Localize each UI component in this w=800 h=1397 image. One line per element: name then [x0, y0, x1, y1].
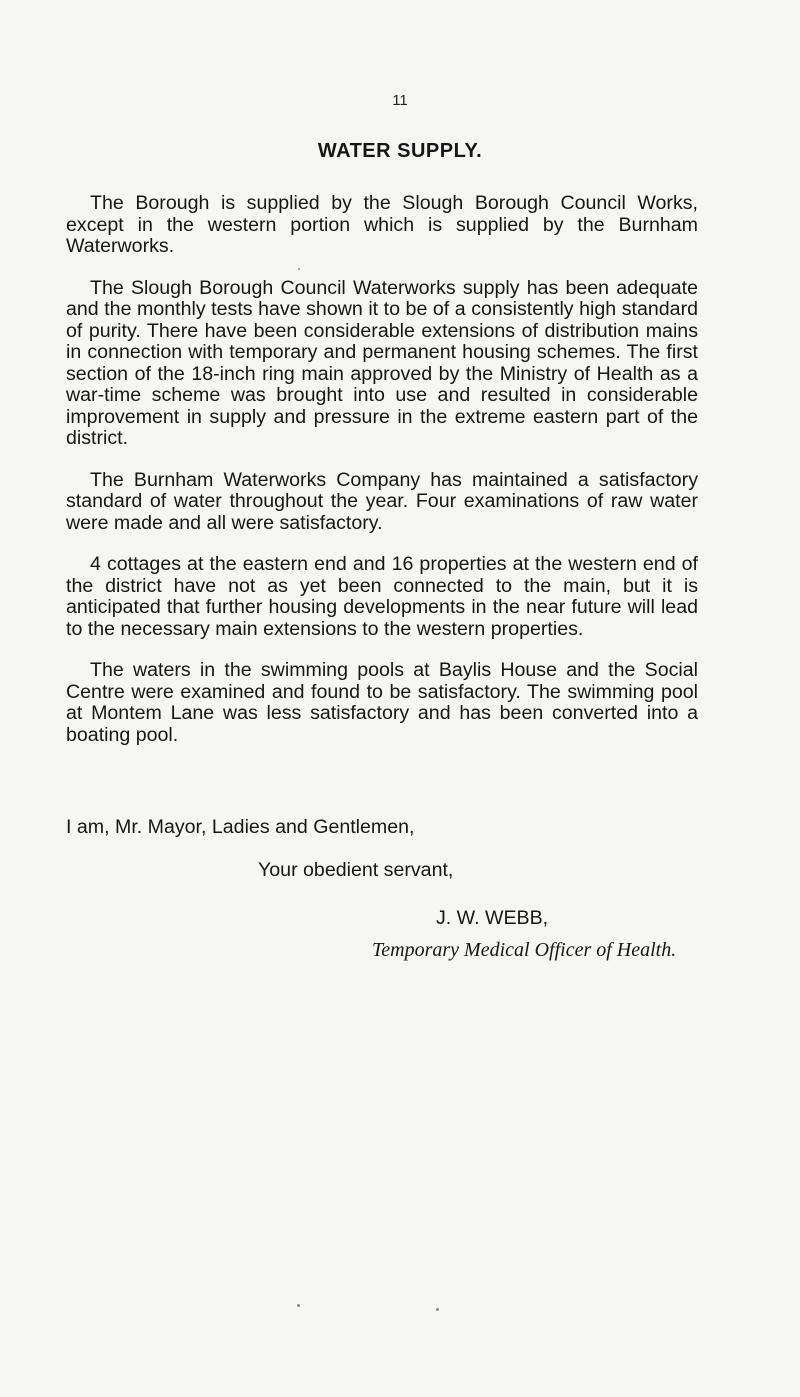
paper-speck [436, 1308, 439, 1311]
valediction: Your obedient servant, [258, 859, 454, 881]
paragraph-slough-waterworks: The Slough Borough Council Waterworks supply has been adequate and the monthly tests have shown it to be of a consistently high standard of purity. There have been considerable extensions of distribution mains in connection with temporary and permanent housing schemes. The first section of the 18-inch ring main approved by the Ministry of Health as a war-time scheme was brought into use and resulted in considerable improvement in supply and pressure in the extreme eastern part of the district. [66, 276, 698, 449]
paper-speck [298, 268, 300, 270]
signatory-title: Temporary Medical Officer of Health. [372, 939, 677, 961]
paragraph-swimming-pools: The waters in the swimming pools at Baylis House and the Social Centre were examined and found to be satisfactory. The swimming pool at Montem Lane was less satisfactory and has been converted into a boating pool. [66, 659, 698, 746]
report-body [66, 193, 698, 766]
paragraph-water-sources: The Borough is supplied by the Slough Borough Council Works, except in the western portion which is supplied by the Burnham Waterworks. [66, 192, 698, 257]
section-heading: WATER SUPPLY. [317, 140, 483, 162]
paper-speck [297, 1304, 300, 1307]
paragraph-unconnected-properties: 4 cottages at the eastern end and 16 properties at the western end of the district have not as yet been connected to the main, but it is anticipated that further housing developments in the near future will lead to the necessary main extensions to the western properties. [66, 553, 698, 640]
paragraph-burnham-waterworks: The Burnham Waterworks Company has maintained a satisfactory standard of water throughout the year. Four examinations of raw water were made and all were satisfactory. [66, 468, 698, 534]
page-number: 11 [392, 92, 408, 109]
signatory-name: J. W. WEBB, [436, 907, 549, 929]
closing-line: I am, Mr. Mayor, Ladies and Gentlemen, [66, 816, 415, 838]
